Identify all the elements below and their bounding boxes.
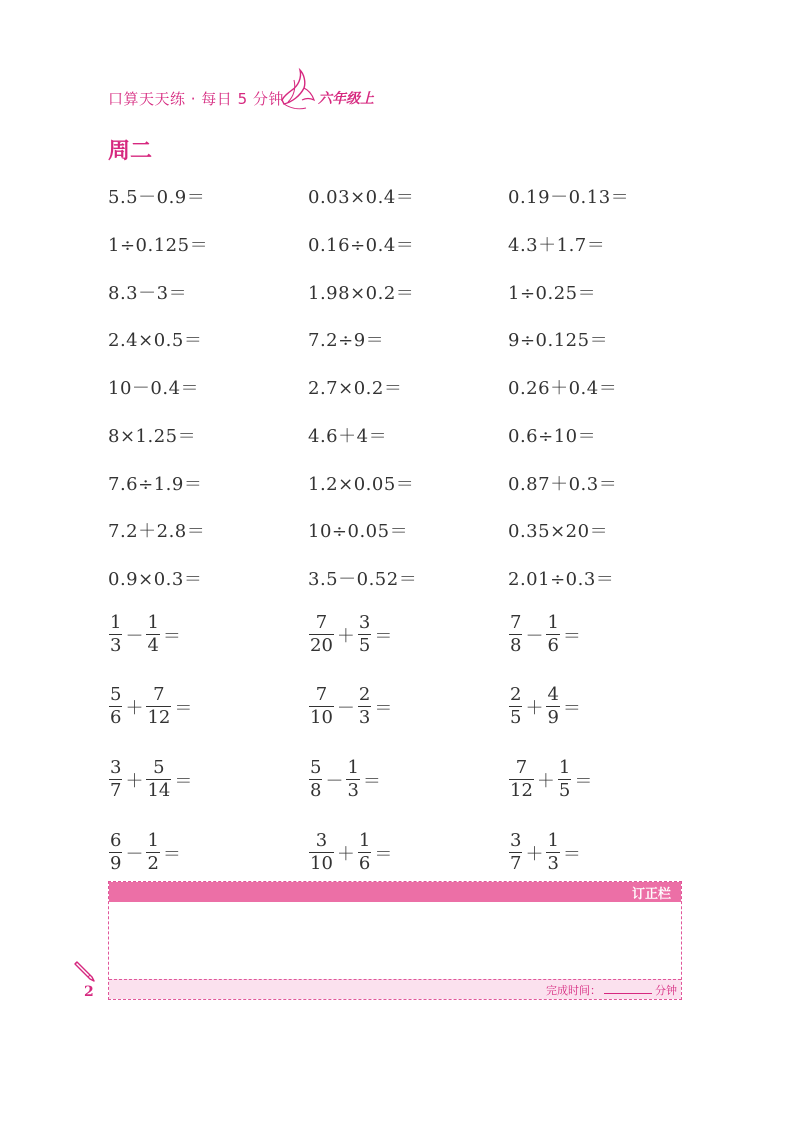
denominator: 5	[510, 707, 522, 728]
equals-sign: ＝	[174, 697, 193, 719]
numerator: 7	[515, 757, 528, 778]
equals-sign: ＝	[362, 770, 381, 792]
problem: 1÷0.125＝	[108, 235, 209, 256]
equals-sign: ＝	[374, 697, 393, 719]
numerator: 4	[547, 684, 559, 705]
fraction	[558, 759, 571, 800]
numerator: 6	[110, 830, 122, 851]
problem: 0.26＋0.4＝	[508, 378, 618, 399]
fraction-problem	[508, 759, 592, 800]
operator: －	[125, 843, 144, 865]
equals-sign: ＝	[562, 843, 581, 865]
fraction-problem	[308, 614, 392, 655]
correction-footer	[109, 979, 681, 999]
completion-time	[546, 982, 677, 998]
problem: 5.5－0.9＝	[108, 187, 206, 208]
fraction	[358, 686, 371, 727]
problem: 7.2＋2.8＝	[108, 521, 206, 542]
problem: 0.16÷0.4＝	[308, 235, 415, 256]
problem: 1÷0.25＝	[508, 283, 597, 304]
problem: 7.6÷1.9＝	[108, 474, 203, 495]
denominator: 3	[110, 635, 122, 656]
numerator: 1	[147, 612, 159, 633]
denominator: 9	[110, 853, 122, 874]
numerator: 1	[347, 757, 359, 778]
numerator: 7	[315, 684, 328, 705]
bird-icon	[278, 66, 318, 116]
problem: 4.6＋4＝	[308, 426, 388, 447]
numerator: 3	[110, 757, 122, 778]
page-number: 2	[84, 984, 94, 1000]
problem: 1.98×0.2＝	[308, 283, 415, 304]
numerator: 7	[153, 684, 165, 705]
grade-label: 六年级上	[318, 91, 374, 107]
operator: ＋	[525, 843, 544, 865]
numerator: 5	[310, 757, 322, 778]
correction-box[interactable]	[108, 881, 682, 1000]
fraction	[309, 614, 334, 655]
fraction	[546, 686, 559, 727]
denominator: 3	[547, 853, 559, 874]
fraction	[509, 759, 534, 800]
numerator: 7	[315, 612, 328, 633]
fraction	[109, 686, 122, 727]
denominator: 5	[558, 780, 571, 801]
problem: 10÷0.05＝	[308, 521, 409, 542]
operator: ＋	[525, 697, 544, 719]
denominator: 4	[147, 635, 159, 656]
equals-sign: ＝	[562, 697, 581, 719]
correction-title: 订正栏	[631, 887, 671, 902]
problem: 2.4×0.5＝	[108, 330, 203, 351]
fraction	[546, 614, 559, 655]
problem: 0.35×20＝	[508, 521, 609, 542]
fraction-problem	[108, 686, 192, 727]
numerator: 1	[547, 612, 559, 633]
problem: 7.2÷9＝	[308, 330, 385, 351]
numerator: 1	[147, 830, 159, 851]
problem: 0.03×0.4＝	[308, 187, 415, 208]
numerator: 2	[510, 684, 522, 705]
fraction-problem	[108, 759, 192, 800]
time-blank[interactable]	[604, 983, 652, 994]
equals-sign: ＝	[562, 625, 581, 647]
problem: 4.3＋1.7＝	[508, 235, 606, 256]
header	[108, 66, 508, 116]
problem: 8×1.25＝	[108, 426, 197, 447]
operator: ＋	[336, 843, 355, 865]
fraction	[309, 832, 334, 873]
problem: 8.3－3＝	[108, 283, 188, 304]
problem: 1.2×0.05＝	[308, 474, 415, 495]
fraction	[309, 686, 334, 727]
equals-sign: ＝	[162, 625, 181, 647]
fraction	[146, 686, 171, 727]
denominator: 20	[310, 635, 333, 656]
numerator: 5	[110, 684, 122, 705]
operator: －	[125, 625, 144, 647]
numerator: 5	[153, 757, 165, 778]
denominator: 10	[310, 853, 333, 874]
denominator: 10	[310, 707, 333, 728]
numerator: 1	[558, 757, 571, 778]
denominator: 6	[110, 707, 122, 728]
operator: ＋	[536, 770, 555, 792]
denominator: 6	[358, 853, 371, 874]
numerator: 7	[510, 612, 522, 633]
problem: 10－0.4＝	[108, 378, 200, 399]
operator: －	[525, 625, 544, 647]
series-title: 口算天天练 · 每日 5 分钟	[108, 90, 284, 108]
fraction	[109, 614, 122, 655]
fraction	[109, 832, 122, 873]
correction-header	[109, 882, 681, 902]
denominator: 3	[358, 707, 371, 728]
denominator: 14	[147, 780, 171, 801]
denominator: 9	[547, 707, 559, 728]
fraction-problem	[108, 614, 181, 655]
denominator: 6	[547, 635, 559, 656]
fraction	[509, 614, 522, 655]
numerator: 1	[110, 612, 122, 633]
problem: 9÷0.125＝	[508, 330, 609, 351]
fraction	[309, 759, 322, 800]
fraction	[146, 832, 159, 873]
fraction-problem	[508, 614, 581, 655]
denominator: 3	[347, 780, 359, 801]
operator: －	[336, 697, 355, 719]
equals-sign: ＝	[574, 770, 593, 792]
equals-sign: ＝	[162, 843, 181, 865]
equals-sign: ＝	[374, 843, 393, 865]
numerator: 3	[510, 830, 522, 851]
denominator: 12	[510, 780, 533, 801]
problem: 0.87＋0.3＝	[508, 474, 618, 495]
equals-sign: ＝	[174, 770, 193, 792]
operator: ＋	[125, 770, 144, 792]
fraction-problem	[508, 832, 581, 873]
fraction	[346, 759, 359, 800]
denominator: 8	[310, 780, 322, 801]
numerator: 2	[358, 684, 371, 705]
denominator: 12	[147, 707, 171, 728]
operator: ＋	[125, 697, 144, 719]
fraction-problem	[508, 686, 581, 727]
denominator: 7	[110, 780, 122, 801]
fraction-problem	[308, 832, 392, 873]
problem: 0.9×0.3＝	[108, 569, 203, 590]
pencil-icon	[72, 960, 98, 984]
day-title: 周二	[108, 139, 153, 164]
operator: ＋	[336, 625, 355, 647]
fraction	[146, 759, 171, 800]
problem: 3.5－0.52＝	[308, 569, 418, 590]
numerator: 1	[547, 830, 559, 851]
fraction	[509, 686, 522, 727]
fraction	[358, 614, 371, 655]
fraction	[546, 832, 559, 873]
fraction	[358, 832, 371, 873]
denominator: 8	[510, 635, 522, 656]
denominator: 7	[510, 853, 522, 874]
fraction	[146, 614, 159, 655]
fraction	[509, 832, 522, 873]
time-unit: 分钟	[655, 984, 677, 997]
fraction	[109, 759, 122, 800]
fraction-problem	[308, 686, 392, 727]
problem: 0.19－0.13＝	[508, 187, 630, 208]
fraction-problem	[108, 832, 181, 873]
equals-sign: ＝	[374, 625, 393, 647]
operator: －	[325, 770, 344, 792]
problem: 2.7×0.2＝	[308, 378, 403, 399]
problem: 0.6÷10＝	[508, 426, 597, 447]
denominator: 5	[358, 635, 371, 656]
numerator: 1	[358, 830, 371, 851]
problem: 2.01÷0.3＝	[508, 569, 615, 590]
numerator: 3	[358, 612, 371, 633]
fraction-problem	[308, 759, 381, 800]
denominator: 2	[147, 853, 159, 874]
numerator: 3	[315, 830, 328, 851]
time-label: 完成时间：	[546, 984, 601, 997]
